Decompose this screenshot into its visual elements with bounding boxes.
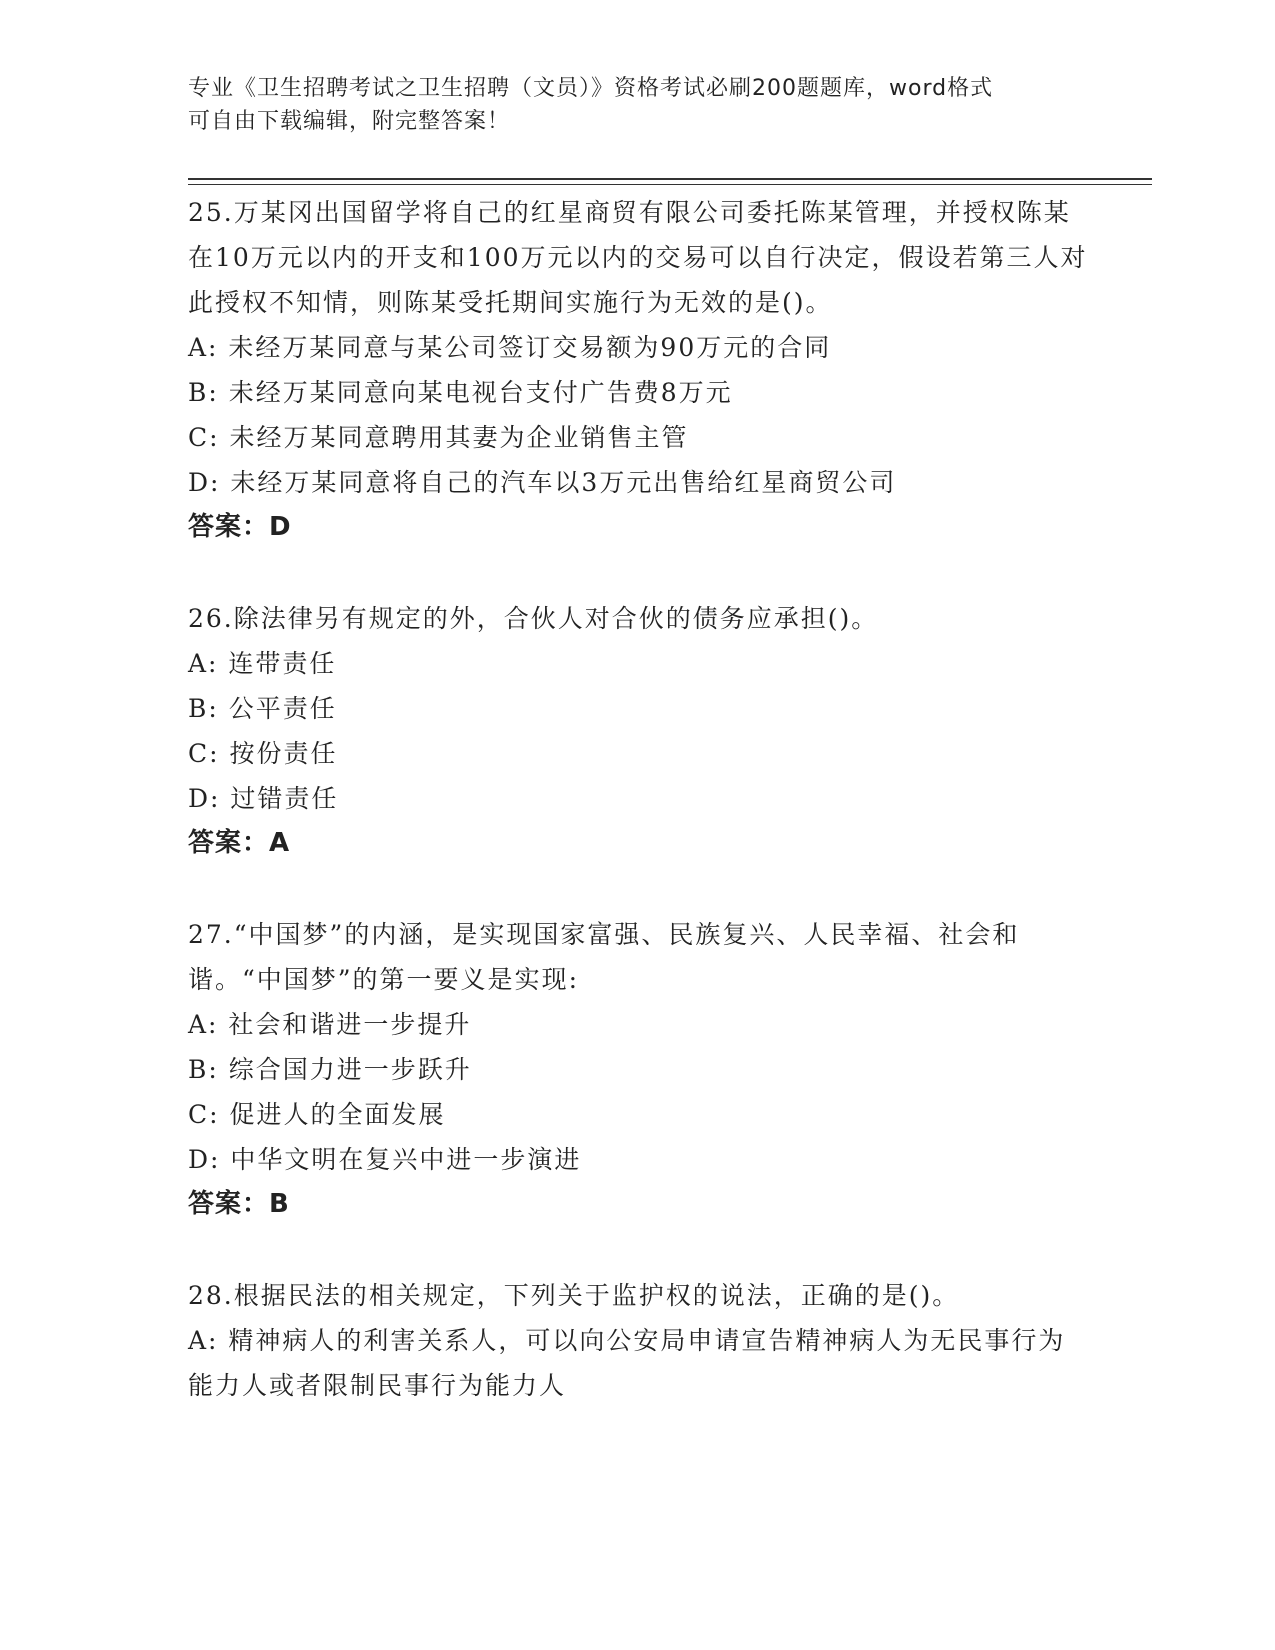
option-a: A: 连带责任 — [188, 649, 337, 678]
header-divider-thin — [188, 184, 1152, 185]
question-stem: 27.“中国梦”的内涵，是实现国家富强、民族复兴、人民幸福、社会和谐。“中国梦”的第一要义是实现: — [188, 920, 1020, 994]
option-c: C: 促进人的全面发展 — [188, 1100, 446, 1129]
option-b: B: 公平责任 — [188, 694, 337, 723]
question-stem: 25.万某冈出国留学将自己的红星商贸有限公司委托陈某管理，并授权陈某在10万元以内的开支和100万元以内的交易可以自行决定，假设若第三人对此授权不知情，则陈某受托期间实施行为无效的是()。 — [188, 198, 1088, 317]
question-28 — [188, 1273, 1088, 1408]
header-line-2: 可自由下载编辑，附完整答案！ — [188, 109, 511, 134]
option-c: C: 按份责任 — [188, 739, 338, 768]
option-a: A: 社会和谐进一步提升 — [188, 1010, 472, 1039]
question-stem: 28.根据民法的相关规定，下列关于监护权的说法，正确的是()。 — [188, 1281, 960, 1310]
question-stem: 26.除法律另有规定的外，合伙人对合伙的债务应承担()。 — [188, 604, 879, 633]
answer-label: 答案：A — [188, 828, 291, 858]
option-d: D: 过错责任 — [188, 784, 339, 813]
option-d: D: 中华文明在复兴中进一步演进 — [188, 1145, 582, 1174]
option-d: D: 未经万某同意将自己的汽车以3万元出售给红星商贸公司 — [188, 468, 897, 497]
option-b: B: 综合国力进一步跃升 — [188, 1055, 472, 1084]
header-line-1: 专业《卫生招聘考试之卫生招聘（文员）》资格考试必刷200题题库，word格式 — [188, 76, 994, 101]
option-c: C: 未经万某同意聘用其妻为企业销售主管 — [188, 423, 689, 452]
option-a: A: 未经万某同意与某公司签订交易额为90万元的合同 — [188, 333, 832, 362]
question-26 — [188, 596, 1088, 866]
header-divider-thick — [188, 178, 1152, 180]
document-header — [188, 72, 1088, 138]
option-a: A: 精神病人的利害关系人，可以向公安局申请宣告精神病人为无民事行为能力人或者限制民事行为能力人 — [188, 1326, 1066, 1400]
answer-label: 答案：B — [188, 1189, 290, 1219]
answer-label: 答案：D — [188, 512, 292, 542]
option-b: B: 未经万某同意向某电视台支付广告费8万元 — [188, 378, 733, 407]
question-27 — [188, 912, 1088, 1227]
question-list — [188, 190, 1088, 1454]
question-25 — [188, 190, 1088, 550]
